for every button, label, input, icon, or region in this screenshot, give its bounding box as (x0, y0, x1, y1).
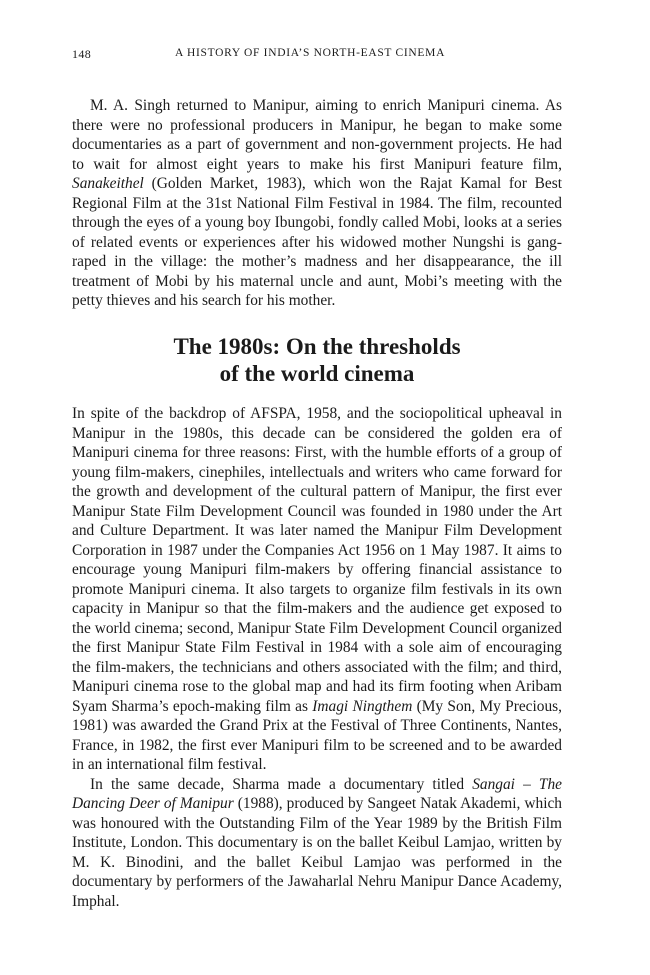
paragraph-2-text-end: (My Son, My Precious, 1981) was awarded the Grand Prix at the Festival of Three Continents, Nantes, France, in 1982, the first ever Manipuri film to be screened and to be awarded in an international film festival. (72, 697, 562, 773)
paragraph-sangai-documentary (72, 775, 562, 912)
section-heading-line-1: The 1980s: On the thresholds (173, 334, 461, 359)
running-head (72, 47, 562, 63)
paragraph-3-text-end: (1988), produced by Sangeet Natak Akademi, which was honoured with the Outstanding Film of the Year 1989 by the British Film Institute, London. This documentary is on the ballet Keibul Lamjao, written by M. K. Binodini, and the ballet Keibul Lamjao was performed in the documentary by performers of the Jawaharlal Nehru Manipur Dance Academy, Imphal. (72, 795, 562, 910)
paragraph-3-text-start: In the same decade, Sharma made a documentary titled (90, 775, 473, 793)
paragraph-2-text-start: In spite of the backdrop of AFSPA, 1958, and the sociopolitical upheaval in Manipur in the 1980s, this decade can be considered the golden era of Manipuri cinema for three reasons: First, with the humble efforts of a group of young film-makers, cinephiles, intellectuals and writers who came forward for the growth and development of the cultural pattern of Manipur, the first ever Manipur State Film Development Council was founded in 1980 under the Art and Culture Department. It was later named the Manipur Film Development Corporation in 1987 under the Companies Act 1956 on 1 May 1987. It aims to encourage young Manipuri film-makers by offering financial assistance to promote Manipuri cinema. It also targets to organize film festivals in its own capacity in Manipur so that the film-makers and the audience get exposed to the world cinema; second, Manipur State Film Development Council organized the first Manipur State Film Festival in 1984 with a sole aim of encouraging the film-makers, the technicians and others associated with the film; and third, Manipuri cinema rose to the global map and had its firm footing when Aribam Syam Sharma’s epoch-making film as (72, 405, 562, 715)
section-body (72, 404, 562, 911)
paragraph-1-text-end: (Golden Market, 1983), which won the Rajat Kamal for Best Regional Film at the 31st National Film Festival in 1984. The film, recounted through the eyes of a young boy Ibungobi, fondly called Mobi, looks at a series of related events or experiences after his widowed mother Nungshi is gang-raped in the village: the mother’s madness and her disappearance, the ill treatment of Mobi by his maternal uncle and aunt, Mobi’s meeting with the petty thieves and his search for his mother. (72, 175, 562, 309)
section-heading-line-2: of the world cinema (219, 361, 415, 386)
film-title-sanakeithel: Sanakeithel (72, 175, 144, 192)
film-title-sangai: Sangai – The Dancing Deer of Manipur (72, 775, 562, 812)
film-title-imagi-ningthem: Imagi Ningthem (312, 697, 413, 715)
paragraph-singh-sanakeithel (72, 96, 562, 311)
running-title: A HISTORY OF INDIA’S NORTH-EAST CINEMA (175, 47, 446, 59)
section-heading (72, 333, 562, 387)
paragraph-golden-era (72, 404, 562, 775)
opening-section (72, 96, 562, 311)
page-number: 148 (72, 47, 92, 61)
paragraph-1-text-start: M. A. Singh returned to Manipur, aiming to enrich Manipuri cinema. As there were no professional producers in Manipur, he began to make some documentaries as a part of government and non-government projects. He had to wait for almost eight years to make his first Manipuri feature film, (72, 97, 562, 173)
